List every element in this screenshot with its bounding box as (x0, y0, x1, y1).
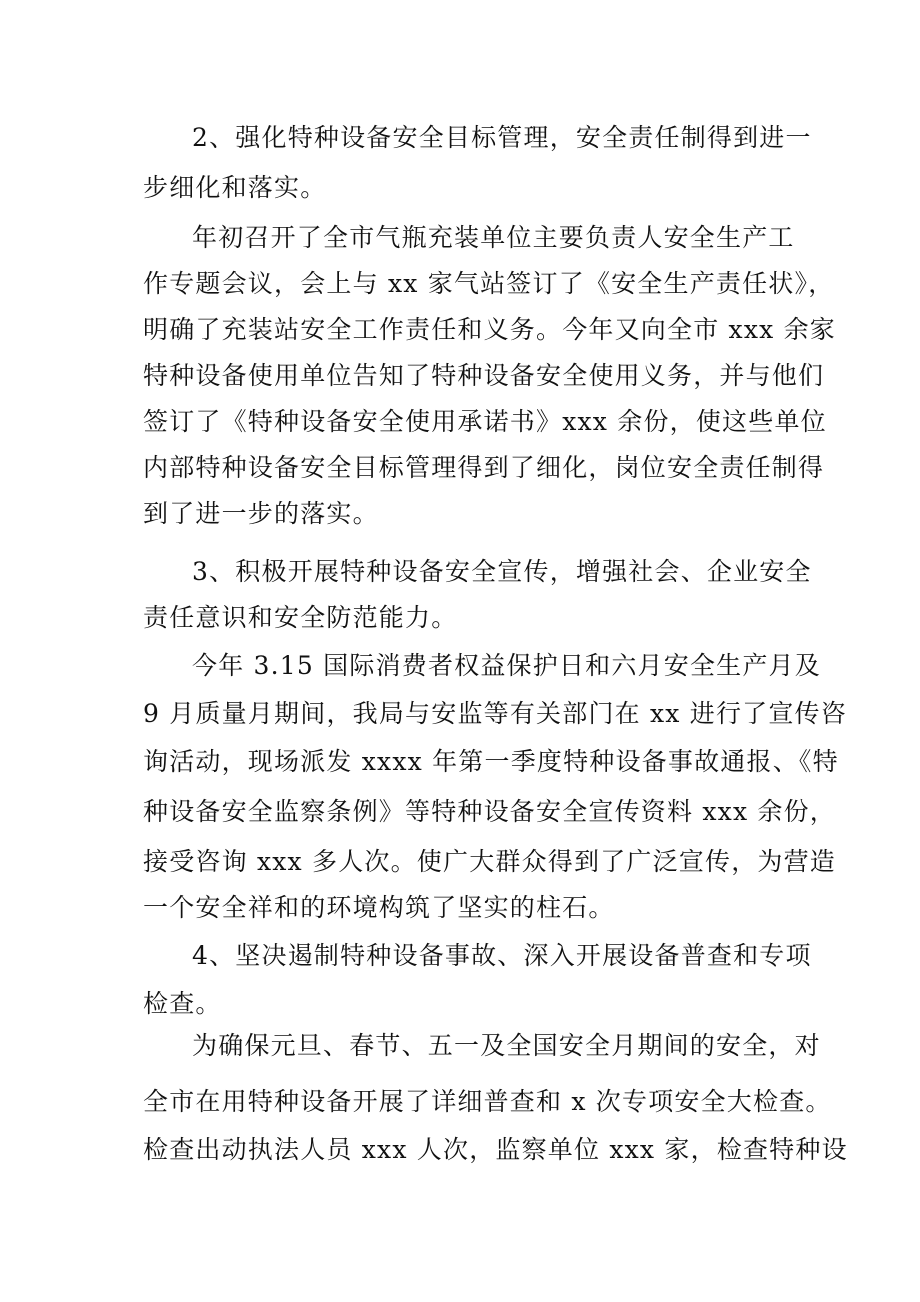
paragraph-1-line-3: 明确了充装站安全工作责任和义务。今年又向全市 xxx 余家 (143, 315, 836, 344)
heading-2-line-1: 2、强化特种设备安全目标管理，安全责任制得到进一 (192, 123, 812, 152)
paragraph-2-line-2: 9 月质量月期间，我局与安监等有关部门在 xx 进行了宣传咨 (143, 699, 847, 728)
paragraph-3-line-3: 检查出动执法人员 xxx 人次，监察单位 xxx 家，检查特种设 (143, 1135, 848, 1164)
paragraph-1-line-7: 到了进一步的落实。 (143, 499, 379, 528)
paragraph-2-line-6: 一个安全祥和的环境构筑了坚实的柱石。 (143, 893, 615, 922)
paragraph-1-line-6: 内部特种设备安全目标管理得到了细化，岗位安全责任制得 (143, 453, 825, 482)
heading-3-line-1: 3、积极开展特种设备安全宣传，增强社会、企业安全 (192, 557, 812, 586)
paragraph-2-line-1: 今年 3.15 国际消费者权益保护日和六月安全生产月及 (192, 651, 821, 680)
heading-4-line-2: 检查。 (143, 989, 222, 1018)
paragraph-3-line-1: 为确保元旦、春节、五一及全国安全月期间的安全，对 (192, 1031, 821, 1060)
paragraph-1-line-5: 签订了《特种设备安全使用承诺书》xxx 余份，使这些单位 (143, 407, 827, 436)
heading-4-line-1: 4、坚决遏制特种设备事故、深入开展设备普查和专项 (192, 941, 812, 970)
paragraph-1-line-2: 作专题会议，会上与 xx 家气站签订了《安全生产责任状》， (143, 269, 835, 298)
paragraph-3-line-2: 全市在用特种设备开展了详细普查和 x 次专项安全大检查。 (143, 1087, 832, 1116)
paragraph-2-line-3: 询活动，现场派发 xxxx 年第一季度特种设备事故通报、《特 (143, 747, 839, 776)
paragraph-1-line-4: 特种设备使用单位告知了特种设备安全使用义务，并与他们 (143, 361, 825, 390)
heading-2-line-2: 步细化和落实。 (143, 173, 327, 202)
paragraph-1-line-1: 年初召开了全市气瓶充装单位主要负责人安全生产工 (192, 223, 795, 252)
paragraph-2-line-5: 接受咨询 xxx 多人次。使广大群众得到了广泛宣传，为营造 (143, 847, 836, 876)
paragraph-2-line-4: 种设备安全监察条例》等特种设备安全宣传资料 xxx 余份， (143, 797, 836, 826)
heading-3-line-2: 责任意识和安全防范能力。 (143, 603, 458, 632)
